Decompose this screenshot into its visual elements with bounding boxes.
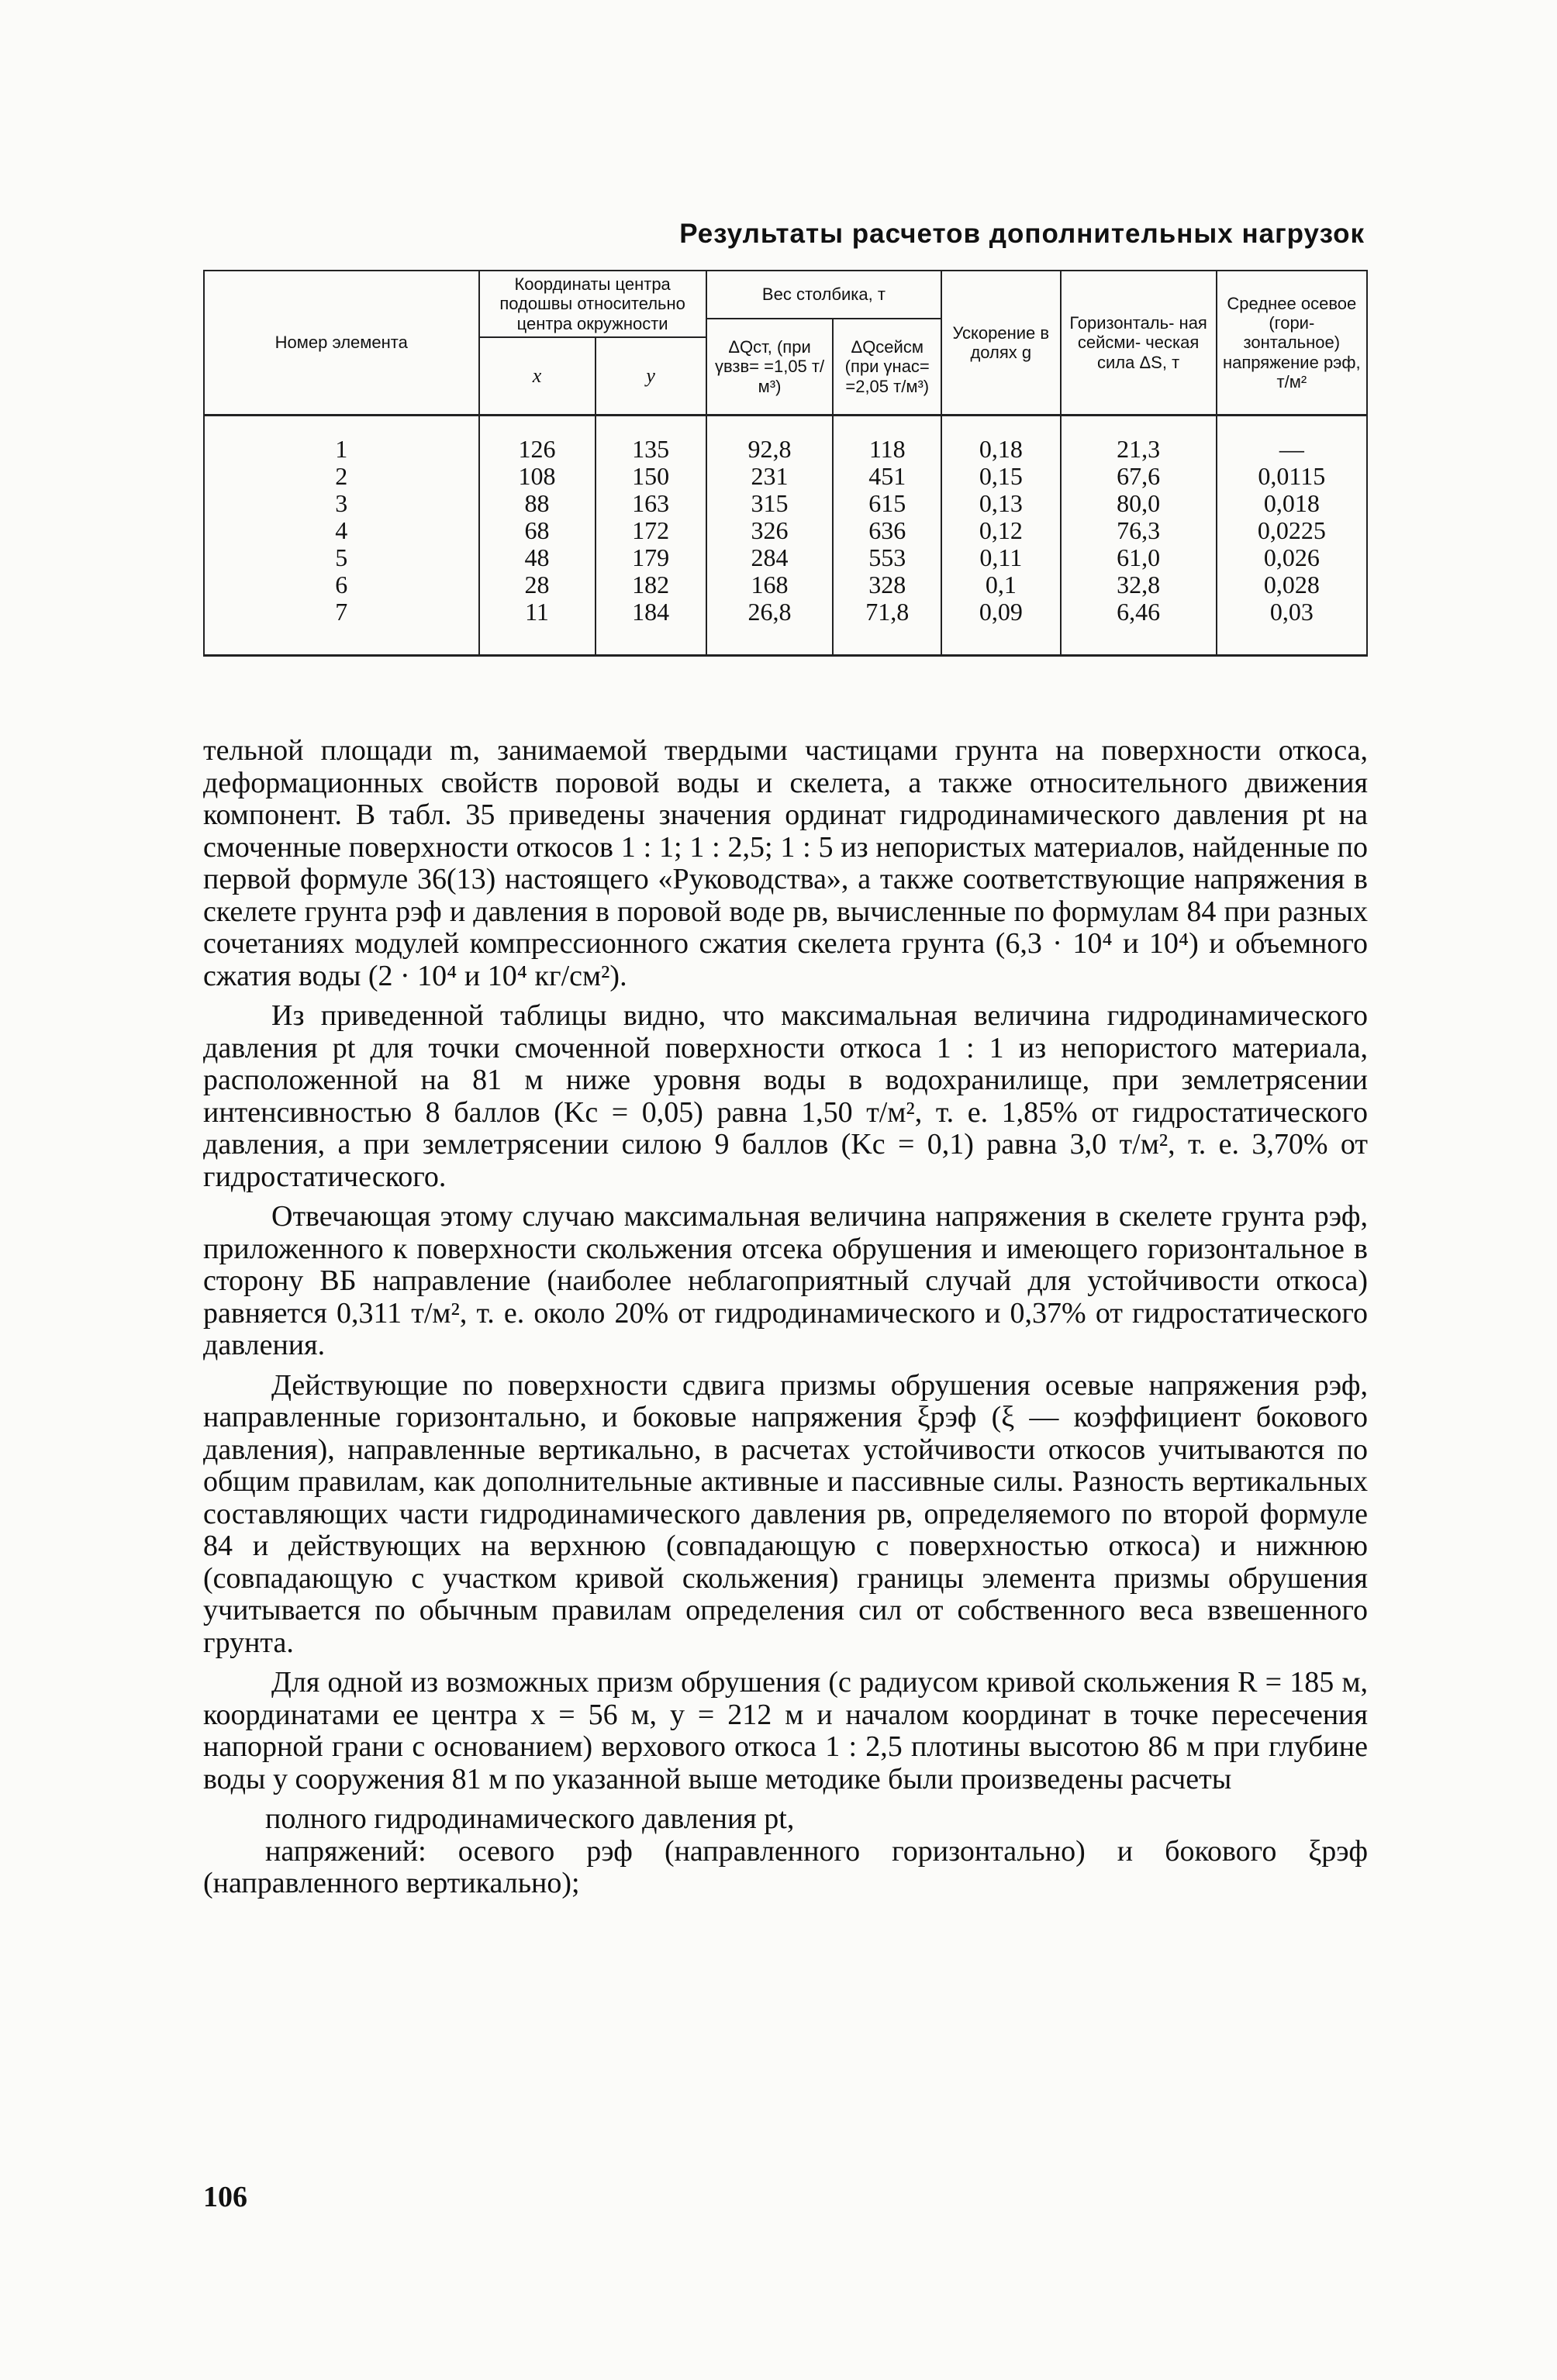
paragraph: Из приведенной таблицы видно, что максимальная величина гидродинамического давления pt для точки смоченной поверхности откоса 1 : 1 из непористого материала, расположенной на 81 м ниже уровня воды в водохранилище, при землетрясении интенсивностью 8 баллов (Kc = 0,05) равна 1,50 т/м², т. е. 1,85% от гидростатического давления, а при землетрясении силою 9 баллов (Kc = 0,1) равна 3,0 т/м², т. е. 3,70% от гидростатического. <box>203 999 1368 1193</box>
cell-dqst: 326 <box>706 518 834 545</box>
cell-p: — <box>1217 415 1367 464</box>
results-table <box>203 270 1368 657</box>
cell-n: 4 <box>204 518 479 545</box>
cell-ds: 6,46 <box>1061 599 1217 656</box>
cell-dqs: 328 <box>833 572 941 599</box>
cell-x: 126 <box>479 415 596 464</box>
cell-n: 7 <box>204 599 479 656</box>
cell-dqs: 118 <box>833 415 941 464</box>
cell-y: 135 <box>596 415 706 464</box>
cell-acc: 0,1 <box>941 572 1060 599</box>
table-row <box>204 572 1367 599</box>
cell-dqs: 615 <box>833 491 941 518</box>
header-x: x <box>479 337 596 416</box>
paragraph: Действующие по поверхности сдвига призмы обрушения осевые напряжения pэф, направленные горизонтально, и боковые напряжения ξpэф (ξ — коэффициент бокового давления), направленные вертикально, в расчетах устойчивости откосов учитываются по общим правилам, как дополнительные активные и пассивные силы. Разность вертикальных составляющих части гидродинамического давления pв, определяемого по второй формуле 84 и действующих на верхнюю (совпадающую с поверхностью откоса) и нижнюю (совпадающую с участком кривой скольжения) границы элемента призмы обрушения учитывается по обычным правилам определения сил от собственного веса взвешенного грунта. <box>203 1368 1368 1659</box>
header-dq-st: ΔQст, (при γвзв= =1,05 т/м³) <box>706 319 834 415</box>
table-row <box>204 415 1367 464</box>
cell-dqs: 553 <box>833 545 941 572</box>
page-number: 106 <box>203 2181 247 2213</box>
cell-p: 0,018 <box>1217 491 1367 518</box>
cell-dqst: 231 <box>706 464 834 491</box>
paragraph: тельной площади m, занимаемой твердыми частицами грунта на поверхности откоса, деформационных свойств поровой воды и скелета, а также относительного движения компонент. В табл. 35 приведены значения ординат гидродинамического давления pt на смоченные поверхности откосов 1 : 1; 1 : 2,5; 1 : 5 из непористых материалов, найденные по первой формуле 36(13) настоящего «Руководства», а также соответствующие напряжения в скелете грунта pэф и давления в поровой воде pв, вычисленные по формулам 84 при разных сочетаниях модулей компрессионного сжатия скелета грунта (6,3 · 10⁴ и 10⁴) и объемного сжатия воды (2 · 10⁴ и 10⁴ кг/см²). <box>203 734 1368 992</box>
header-y: y <box>596 337 706 416</box>
table-row <box>204 464 1367 491</box>
cell-ds: 21,3 <box>1061 415 1217 464</box>
cell-n: 1 <box>204 415 479 464</box>
cell-p: 0,026 <box>1217 545 1367 572</box>
table-row <box>204 491 1367 518</box>
cell-acc: 0,18 <box>941 415 1060 464</box>
paragraph: Отвечающая этому случаю максимальная величина напряжения в скелете грунта pэф, приложенного к поверхности скольжения отсека обрушения и имеющего горизонтальное в сторону ВБ направление (наиболее неблагоприятный случай для устойчивости откоса) равняется 0,311 т/м², т. е. около 20% от гидродинамического и 0,37% от гидростатического давления. <box>203 1200 1368 1361</box>
cell-x: 48 <box>479 545 596 572</box>
cell-n: 2 <box>204 464 479 491</box>
header-weight: Вес столбика, т <box>706 271 941 319</box>
table-row <box>204 518 1367 545</box>
cell-dqst: 92,8 <box>706 415 834 464</box>
paragraph: Для одной из возможных призм обрушения (с радиусом кривой скольжения R = 185 м, координатами ее центра x = 56 м, y = 212 м и началом координат в точке пересечения напорной грани с основанием) верхового откоса 1 : 2,5 плотины высотою 86 м при глубине воды у сооружения 81 м по указанной выше методике были произведены расчеты <box>203 1666 1368 1795</box>
cell-dqst: 284 <box>706 545 834 572</box>
cell-dqst: 26,8 <box>706 599 834 656</box>
cell-y: 184 <box>596 599 706 656</box>
cell-x: 88 <box>479 491 596 518</box>
paragraph: напряжений: осевого pэф (направленного горизонтально) и бокового ξpэф (направленного вертикально); <box>203 1834 1368 1899</box>
cell-x: 11 <box>479 599 596 656</box>
cell-p: 0,0225 <box>1217 518 1367 545</box>
cell-y: 150 <box>596 464 706 491</box>
cell-dqs: 636 <box>833 518 941 545</box>
cell-ds: 32,8 <box>1061 572 1217 599</box>
cell-ds: 67,6 <box>1061 464 1217 491</box>
cell-n: 6 <box>204 572 479 599</box>
cell-x: 28 <box>479 572 596 599</box>
header-dq-seism: ΔQсейсм (при γнас= =2,05 т/м³) <box>833 319 941 415</box>
header-mean-stress: Среднее осевое (гори- зонтальное) напряжение pэф, т/м² <box>1217 271 1367 415</box>
cell-n: 5 <box>204 545 479 572</box>
header-coords: Координаты центра подошвы относительно центра окружности <box>479 271 706 337</box>
cell-p: 0,03 <box>1217 599 1367 656</box>
cell-acc: 0,13 <box>941 491 1060 518</box>
cell-x: 108 <box>479 464 596 491</box>
table-caption: Результаты расчетов дополнительных нагрузок <box>679 219 1365 249</box>
cell-ds: 61,0 <box>1061 545 1217 572</box>
cell-dqst: 315 <box>706 491 834 518</box>
cell-x: 68 <box>479 518 596 545</box>
cell-acc: 0,11 <box>941 545 1060 572</box>
cell-dqs: 451 <box>833 464 941 491</box>
header-accel: Ускорение в долях g <box>941 271 1060 415</box>
cell-y: 179 <box>596 545 706 572</box>
cell-ds: 76,3 <box>1061 518 1217 545</box>
cell-ds: 80,0 <box>1061 491 1217 518</box>
table-row <box>204 545 1367 572</box>
cell-acc: 0,09 <box>941 599 1060 656</box>
body-text <box>203 735 1368 1900</box>
cell-acc: 0,12 <box>941 518 1060 545</box>
paragraph: полного гидродинамического давления pt, <box>265 1802 795 1835</box>
cell-p: 0,028 <box>1217 572 1367 599</box>
cell-y: 172 <box>596 518 706 545</box>
table-row <box>204 599 1367 656</box>
cell-n: 3 <box>204 491 479 518</box>
header-horiz-force: Горизонталь- ная сейсми- ческая сила ΔS, т <box>1061 271 1217 415</box>
cell-dqs: 71,8 <box>833 599 941 656</box>
cell-acc: 0,15 <box>941 464 1060 491</box>
cell-dqst: 168 <box>706 572 834 599</box>
cell-y: 182 <box>596 572 706 599</box>
header-element-no: Номер элемента <box>204 271 479 415</box>
cell-y: 163 <box>596 491 706 518</box>
cell-p: 0,0115 <box>1217 464 1367 491</box>
